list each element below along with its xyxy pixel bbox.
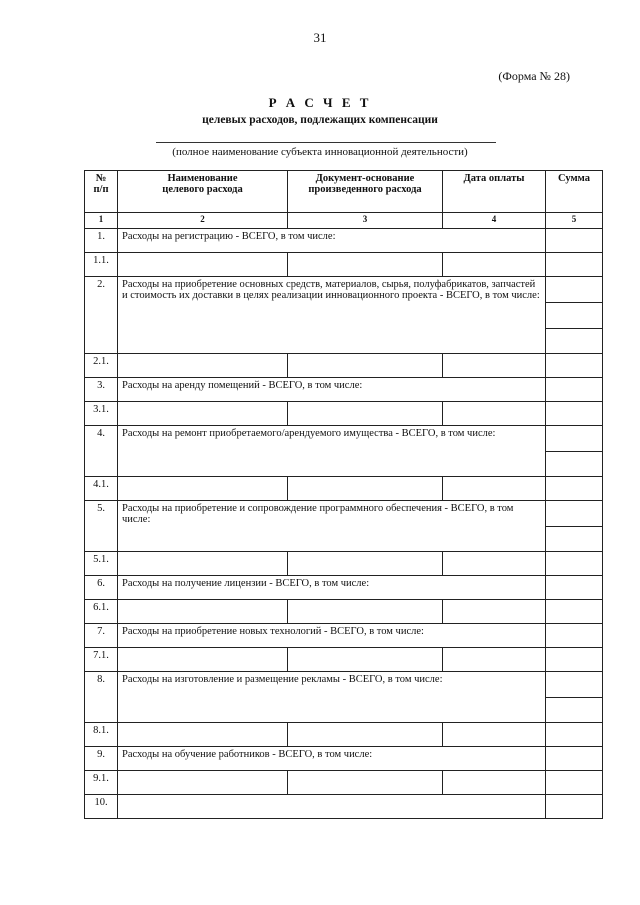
table-row [85,600,603,624]
table-row [85,501,603,552]
sum-cell[interactable] [546,477,603,501]
sum-cell[interactable] [546,723,603,747]
document-cell[interactable] [288,253,443,277]
entity-name-caption: (полное наименование субъекта инновационной деятельности) [172,146,468,158]
row-number: 5.1. [85,552,118,576]
expenses-table [84,170,603,819]
expense-category[interactable] [118,795,546,819]
sum-cell[interactable] [546,402,603,426]
row-number: 7.1. [85,648,118,672]
date-cell[interactable] [443,600,546,624]
row-number: 1. [85,229,118,253]
header-document: Документ-основание произведенного расхода [288,171,443,213]
row-number: 9.1. [85,771,118,795]
row-number: 3.1. [85,402,118,426]
expense-category: Расходы на ремонт приобретаемого/арендуемого имущества - ВСЕГО, в том числе: [118,426,546,477]
document-cell[interactable] [288,402,443,426]
row-number: 1.1. [85,253,118,277]
document-cell[interactable] [288,771,443,795]
date-cell[interactable] [443,648,546,672]
row-number: 6. [85,576,118,600]
table-row [85,477,603,501]
form-number: (Форма № 28) [498,69,570,83]
column-number: 3 [288,213,443,229]
sum-cell[interactable] [546,747,603,771]
expense-category: Расходы на аренду помещений - ВСЕГО, в том числе: [118,378,546,402]
header-date: Дата оплаты [443,171,546,213]
header-no: № п/п [85,171,118,213]
table-row [85,253,603,277]
expense-category: Расходы на обучение работников - ВСЕГО, в том числе: [118,747,546,771]
name-cell[interactable] [118,723,288,747]
table-row [85,378,603,402]
document-cell[interactable] [288,723,443,747]
table-row [85,354,603,378]
table-row [85,648,603,672]
column-number: 1 [85,213,118,229]
header-name: Наименование целевого расхода [118,171,288,213]
row-number: 4. [85,426,118,477]
document-cell[interactable] [288,354,443,378]
row-number: 10. [85,795,118,819]
page-number: 31 [313,30,327,45]
table-row [85,723,603,747]
table-row [85,277,603,354]
sum-cell[interactable] [546,426,603,477]
document-subtitle: целевых расходов, подлежащих компенсации [202,114,438,126]
expense-category: Расходы на изготовление и размещение рекламы - ВСЕГО, в том числе: [118,672,546,723]
name-cell[interactable] [118,648,288,672]
column-number: 5 [546,213,603,229]
table-row [85,229,603,253]
table-row [85,402,603,426]
row-number: 2. [85,277,118,354]
sum-cell[interactable] [546,501,603,552]
date-cell[interactable] [443,253,546,277]
sum-cell[interactable] [546,795,603,819]
date-cell[interactable] [443,354,546,378]
sum-cell[interactable] [546,600,603,624]
sum-cell[interactable] [546,253,603,277]
sum-cell[interactable] [546,277,603,354]
sum-cell[interactable] [546,229,603,253]
sum-cell[interactable] [546,576,603,600]
date-cell[interactable] [443,402,546,426]
expense-category: Расходы на приобретение и сопровождение программного обеспечения - ВСЕГО, в том числе: [118,501,546,552]
row-number: 6.1. [85,600,118,624]
sum-cell[interactable] [546,624,603,648]
document-cell[interactable] [288,477,443,501]
date-cell[interactable] [443,477,546,501]
table-row [85,552,603,576]
expense-category: Расходы на приобретение новых технологий - ВСЕГО, в том числе: [118,624,546,648]
table-row [85,795,603,819]
row-number: 7. [85,624,118,648]
expense-category: Расходы на приобретение основных средств, материалов, сырья, полуфабрикатов, запчастей и стоимость их доставки в целях реализации инновационного проекта - ВСЕГО, в том числе: [118,277,546,354]
table-row [85,624,603,648]
table-row [85,426,603,477]
column-number: 4 [443,213,546,229]
row-number: 3. [85,378,118,402]
name-cell[interactable] [118,771,288,795]
date-cell[interactable] [443,552,546,576]
table-row [85,576,603,600]
name-cell[interactable] [118,253,288,277]
name-cell[interactable] [118,477,288,501]
date-cell[interactable] [443,723,546,747]
sum-cell[interactable] [546,552,603,576]
name-cell[interactable] [118,600,288,624]
sum-cell[interactable] [546,648,603,672]
name-cell[interactable] [118,402,288,426]
sum-cell[interactable] [546,771,603,795]
document-cell[interactable] [288,552,443,576]
expense-category: Расходы на регистрацию - ВСЕГО, в том числе: [118,229,546,253]
row-number: 5. [85,501,118,552]
row-number: 2.1. [85,354,118,378]
table-row [85,771,603,795]
row-number: 8.1. [85,723,118,747]
sum-cell[interactable] [546,672,603,723]
document-cell[interactable] [288,600,443,624]
document-title: Р А С Ч Е Т [268,95,372,110]
column-number: 2 [118,213,288,229]
row-number: 4.1. [85,477,118,501]
table-row [85,747,603,771]
column-number-row [85,213,603,229]
sum-cell[interactable] [546,354,603,378]
date-cell[interactable] [443,771,546,795]
name-cell[interactable] [118,354,288,378]
sum-cell[interactable] [546,378,603,402]
document-cell[interactable] [288,648,443,672]
table-row [85,672,603,723]
name-cell[interactable] [118,552,288,576]
expense-category: Расходы на получение лицензии - ВСЕГО, в том числе: [118,576,546,600]
entity-name-line [156,142,496,143]
row-number: 8. [85,672,118,723]
row-number: 9. [85,747,118,771]
header-sum: Сумма [546,171,603,213]
